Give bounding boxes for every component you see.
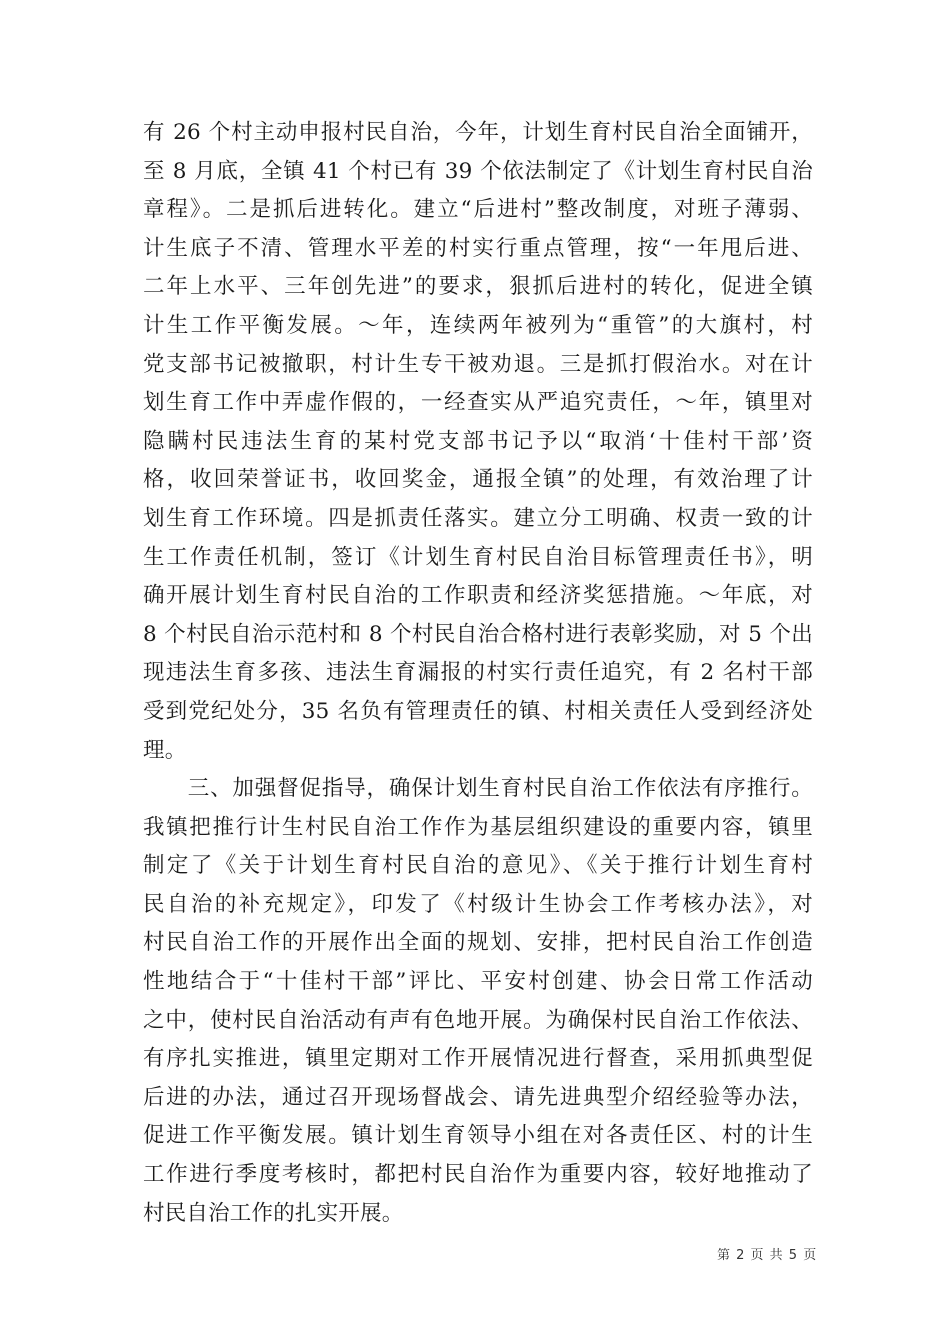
body-text [143,114,813,1233]
text-line: 至 8 月底，全镇 41 个村已有 39 个依法制定了《计划生育村民自治 [143,158,813,184]
text-line: 性地结合于“十佳村干部”评比、平安村创建、协会日常工作活动 [143,969,813,995]
text-line: 隐瞒村民违法生育的某村党支部书记予以“取消‘十佳村干部’资 [143,428,813,454]
text-line: 理。 [143,737,187,763]
page-number-footer: 第 2 页 共 5 页 [717,1248,818,1263]
text-line: 民自治的补充规定》，印发了《村级计生协会工作考核办法》，对 [143,891,813,917]
text-line: 现违法生育多孩、违法生育漏报的村实行责任追究，有 2 名村干部 [143,660,813,686]
text-line: 促进工作平衡发展。镇计划生育领导小组在对各责任区、村的计生 [143,1123,813,1149]
text-line: 生工作责任机制，签订《计划生育村民自治目标管理责任书》，明 [143,544,813,570]
text-line: 后进的办法，通过召开现场督战会、请先进典型介绍经验等办法， [143,1084,813,1110]
text-line: 格，收回荣誉证书，收回奖金，通报全镇”的处理，有效治理了计 [143,467,813,493]
text-line: 党支部书记被撤职，村计生专干被劝退。三是抓打假治水。对在计 [143,351,813,377]
text-line: 章程》。二是抓后进转化。建立“后进村”整改制度，对班子薄弱、 [143,197,813,223]
text-line: 村民自治工作的开展作出全面的规划、安排，把村民自治工作创造 [143,930,813,956]
text-line: 计生底子不清、管理水平差的村实行重点管理，按“一年甩后进、 [143,235,813,261]
section-heading-line: 三、加强督促指导，确保计划生育村民自治工作依法有序推行。 [143,776,813,802]
text-line: 二年上水平、三年创先进”的要求，狠抓后进村的转化，促进全镇 [143,274,813,300]
text-line: 有 26 个村主动申报村民自治，今年，计划生育村民自治全面铺开， [143,120,813,145]
text-line: 工作进行季度考核时，都把村民自治作为重要内容，较好地推动了 [143,1162,813,1188]
text-line: 受到党纪处分，35 名负有管理责任的镇、村相关责任人受到经济处 [143,698,813,724]
text-line: 制定了《关于计划生育村民自治的意见》、《关于推行计划生育村 [143,853,813,879]
text-line: 之中，使村民自治活动有声有色地开展。为确保村民自治工作依法、 [143,1007,813,1033]
text-line: 村民自治工作的扎实开展。 [143,1200,404,1226]
text-line: 划生育工作环境。四是抓责任落实。建立分工明确、权责一致的计 [143,505,813,531]
text-line: 我镇把推行计生村民自治工作作为基层组织建设的重要内容，镇里 [143,814,813,840]
text-line: 8 个村民自治示范村和 8 个村民自治合格村进行表彰奖励，对 5 个出 [143,621,813,647]
text-line: 有序扎实推进，镇里定期对工作开展情况进行督查，采用抓典型促 [143,1046,813,1072]
text-line: 确开展计划生育村民自治的工作职责和经济奖惩措施。～年底，对 [143,583,813,609]
text-line: 计生工作平衡发展。～年，连续两年被列为“重管”的大旗村，村 [143,312,813,338]
text-line: 划生育工作中弄虚作假的，一经查实从严追究责任，～年，镇里对 [143,390,813,416]
